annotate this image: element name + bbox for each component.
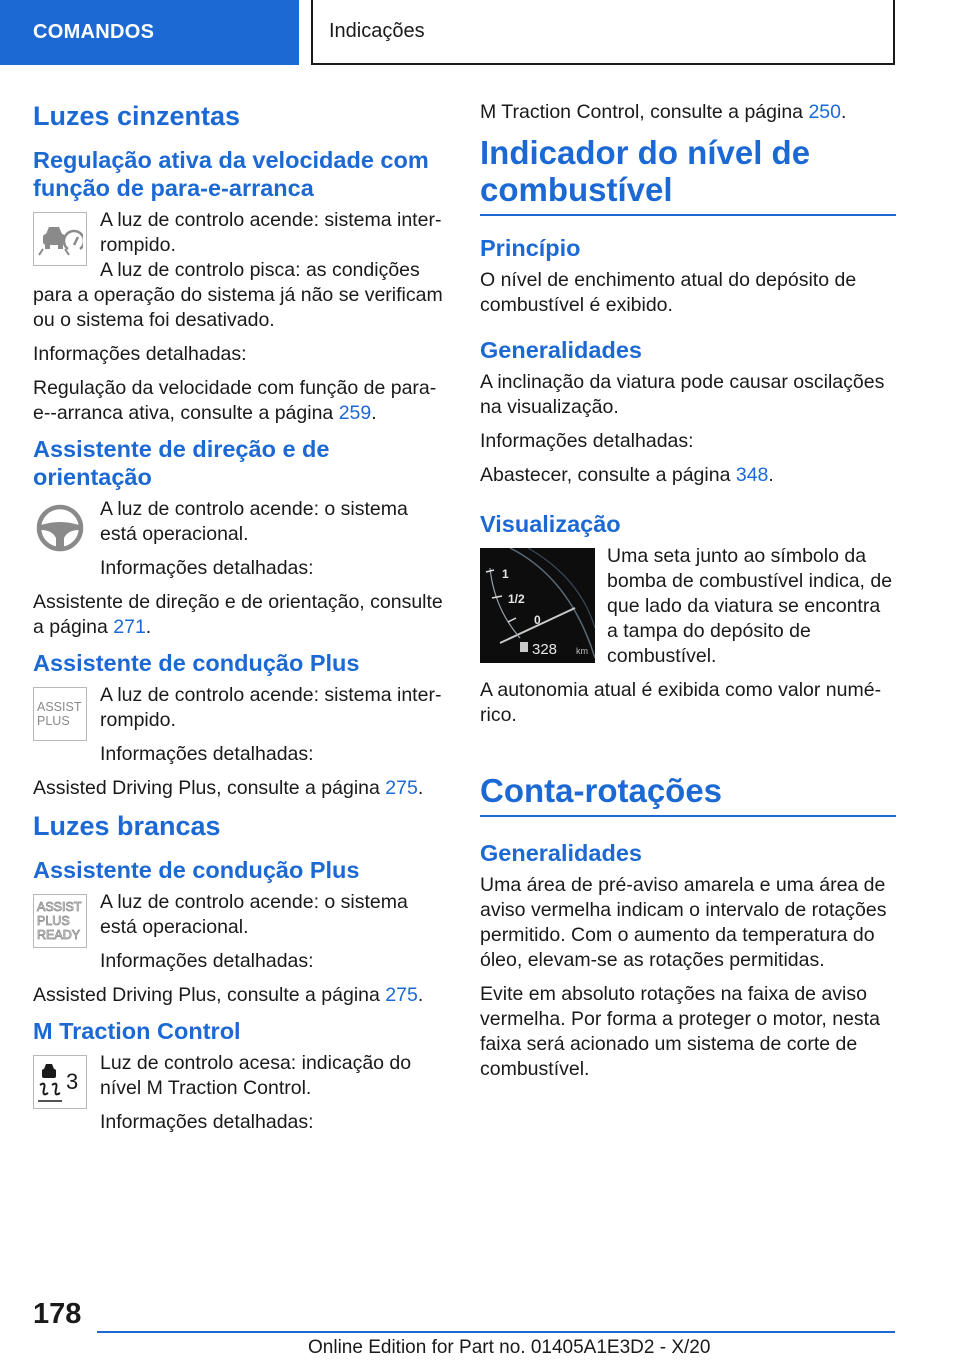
svg-text:0: 0 — [534, 613, 541, 627]
rpm-title: Conta-rotações — [480, 772, 896, 817]
rpm-text-1: Uma área de pré-aviso amarela e uma área de aviso vermelha indicam o intervalo de rotações permitido. Com o aumento da temperatura do óleo, elevam-se as rotações permitidas. — [480, 874, 887, 971]
assist-grey-title: Assistente de condução Plus — [33, 650, 360, 676]
steer-text-2: Informações detalhadas: — [100, 557, 314, 579]
section-tab: COMANDOS — [0, 0, 299, 65]
white-lights-heading: Luzes brancas — [33, 811, 221, 841]
display-title: Visualização — [480, 511, 621, 537]
display-text-2: A autonomia atual é exibida como valor numérico. — [480, 679, 882, 726]
steer-title: Assistente de direção e de orientação — [33, 436, 330, 490]
mtc-continued-text: M Traction Control, consulte a página 250. — [480, 101, 847, 123]
acc-indicator-icon — [33, 212, 87, 266]
steer-icon-row — [33, 497, 448, 581]
rpm-general-title: Generalidades — [480, 840, 642, 866]
principle-title: Princípio — [480, 235, 581, 261]
acc-text-2: A luz de controlo pisca: as condições para a operação do sistema já não se verificam ou o sistema foi desativado. — [33, 259, 443, 331]
svg-text:328: 328 — [532, 641, 558, 658]
assist-white-page-link[interactable]: 275 — [385, 984, 418, 1006]
assist-white-text-3: Assisted Driving Plus, consulte a página 275. — [33, 984, 424, 1006]
fuel-general-text-1: A inclinação da viatura pode causar oscilações na visualização. — [480, 371, 885, 418]
footer-edition: Online Edition for Part no. 01405A1E3D2 - X/20 — [308, 1337, 711, 1358]
traction-control-icon — [33, 1055, 87, 1109]
acc-text-3: Informações detalhadas: — [33, 343, 247, 365]
assist-white-title: Assistente de condução Plus — [33, 857, 360, 883]
mtc-text-1: Luz de controlo acesa: indicação do nível M Traction Control. — [100, 1052, 412, 1099]
assist-plus-ready-icon: ASSIST PLUS READY — [33, 894, 87, 948]
acc-text-4: Regulação da velocidade com função de para-e--arranca ativa, consulte a página 259. — [33, 377, 437, 424]
acc-text-2a — [100, 267, 448, 292]
acc-icon-row — [33, 208, 448, 292]
acc-page-link[interactable]: 259 — [338, 402, 372, 424]
assist-plus-grey-icon: ASSIST PLUS — [33, 687, 87, 741]
fuel-general-text-3: Abastecer, consulte a página 348. — [480, 464, 774, 486]
principle-text: O nível de enchimento atual do depósito de combustível é exibido. — [480, 269, 857, 316]
svg-text:1/2: 1/2 — [508, 592, 525, 606]
steer-text-3: Assistente de direção e de orientação, consulte a página 271. — [33, 591, 443, 638]
assist-white-text-1: A luz de controlo acende: o sistema está operacional. — [100, 891, 408, 938]
fuel-general-text-2: Informações detalhadas: — [480, 430, 694, 452]
mtc-text-2: Informações detalhadas: — [100, 1111, 314, 1133]
svg-text:1: 1 — [502, 567, 509, 581]
acc-text-1: A luz de controlo acende: sistema interrompido. — [100, 209, 442, 256]
svg-text:3: 3 — [66, 1069, 79, 1094]
display-text-1: Uma seta junto ao símbolo da bomba de combustível indica, de que lado da viatura se encontra a tampa do depósito de combustível. — [607, 545, 893, 667]
rpm-text-2: Evite em absoluto rotações na faixa de aviso vermelha. Por forma a proteger o motor, nesta faixa será acionado um sistema de corte de combustível. — [480, 983, 880, 1080]
steer-page-link[interactable]: 271 — [113, 616, 146, 638]
svg-text:km: km — [576, 646, 588, 656]
grey-lights-heading: Luzes cinzentas — [33, 101, 241, 131]
assist-grey-text-1: A luz de controlo acende: sistema interrompido. — [100, 684, 442, 731]
assist-grey-page-link[interactable]: 275 — [385, 777, 418, 799]
steering-wheel-icon — [33, 501, 87, 555]
mtc-page-link[interactable]: 250 — [808, 101, 841, 123]
mtc-title: M Traction Control — [33, 1018, 241, 1044]
left-column — [33, 100, 448, 1144]
assist-white-icon-row — [33, 890, 448, 974]
assist-grey-text-2: Informações detalhadas: — [100, 743, 314, 765]
acc-title: Regulação ativa da velocidade com função de para-e-arranca — [33, 147, 429, 201]
page-number: 178 — [33, 1298, 82, 1330]
fuel-general-title: Generalidades — [480, 337, 642, 363]
footer-rule — [97, 1331, 895, 1333]
assist-grey-icon-row — [33, 683, 448, 767]
mtc-icon-row — [33, 1051, 448, 1135]
refuel-page-link[interactable]: 348 — [735, 464, 769, 486]
chapter-tab: Indicações — [311, 0, 895, 65]
fuel-gauge-image — [480, 548, 595, 663]
assist-white-text-2: Informações detalhadas: — [100, 950, 314, 972]
fuel-gauge-title: Indicador do nível de combustível — [480, 134, 896, 216]
steer-text-1: A luz de controlo acende: o sistema está operacional. — [100, 498, 408, 545]
assist-grey-text-3: Assisted Driving Plus, consulte a página 275. — [33, 777, 424, 799]
right-column — [480, 100, 896, 1091]
